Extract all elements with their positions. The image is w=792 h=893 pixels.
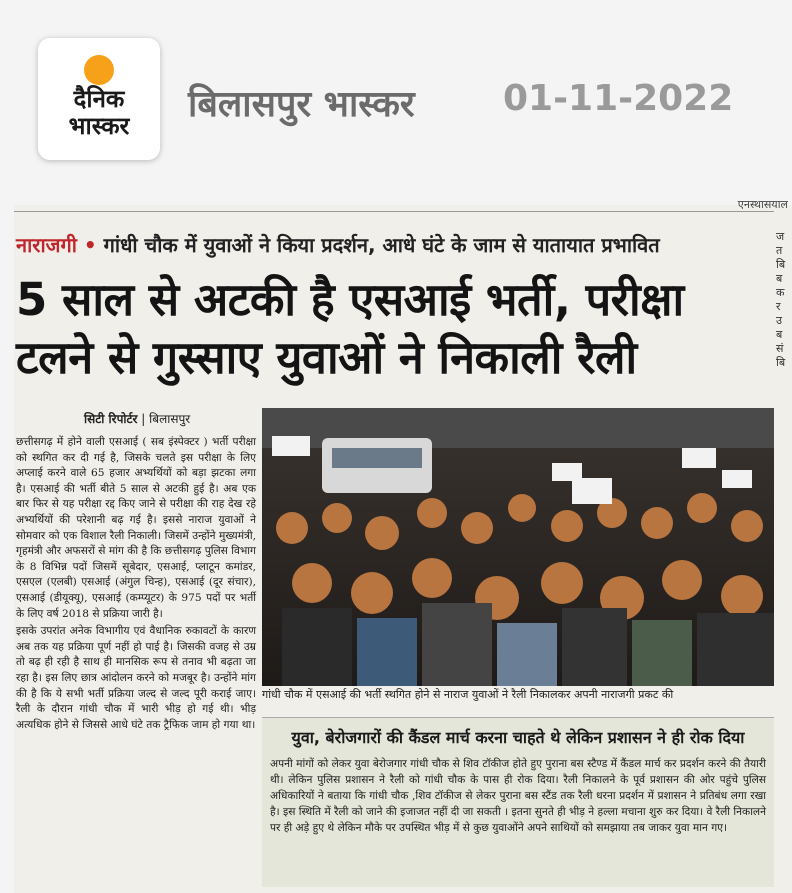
logo-line1: दैनिक: [73, 85, 125, 113]
rally-photo: [262, 408, 774, 686]
divider: [14, 211, 774, 212]
body-paragraph: इसके उपरांत अनेक विभागीय एवं वैधानिक रुकावटों के कारण अब तक यह प्रक्रिया पूर्ण नहीं हो पाई है। जिसकी वजह से उम्र तो बढ़ ही रही है साथ ही मानसिक रूप से तनाव भी बढ़ता जा रहा है। इस लिए छात्र आंदोलन करने को मजबूर है। उन्होंने मांग की है कि ये सभी भर्ती प्रक्रिया जल्द से जल्द पूरी कराई जाए। रैली के दौरान गांधी चौक में भारी भीड़ हो गई थी। भीड़ अत्यधिक होने से जिससे आधे घंटे तक ट्रैफिक जाम हो गया था।: [16, 625, 256, 731]
edition-date: 01-11-2022: [503, 78, 734, 119]
cropped-top-text: एनस्थासयाल: [737, 198, 788, 211]
sun-icon: [84, 55, 114, 85]
photo-caption: गांधी चौक में एसआई की भर्ती स्थगित होने से नाराज युवाओं ने रैली निकालकर अपनी नाराजगी प्रकट की: [262, 688, 674, 701]
byline-name: सिटी रिपोर्टर: [84, 412, 138, 426]
body-paragraph: छत्तीसगढ़ में होने वाली एसआई ( सब इंस्पेक्टर ) भर्ती परीक्षा को स्थगित कर दी गई है, जिसके चलते इस परीक्षा के लिए अप्लाई करने वाले 65 हजार अभ्यर्थियों को बड़ा झटका लगा है। एसआई की भर्ती बीते 5 साल से अटकी हुई है। अब एक बार फिर से यह परीक्षा रद्द किए जाने से परीक्षा की राह देख रहे अभ्यर्थियों की परेशानी बढ़ गई है। इससे नाराज युवाओं ने सोमवार को एक विशाल रैली निकाली। जिसमें उन्होंने मुख्यमंत्री, गृहमंत्री और अफसरों से मांग की है कि छत्तीसगढ़ पुलिस विभाग के 8 विभिन्न पदों जिसमें सूबेदार, एसआई, प्लाटून कमांडर, एसएल (एलबी) एसआई (अंगुल चिन्ह), एसआई (दूर संचार), एसआई (डीयूक्यू), एसआई (कम्प्यूटर) के 975 पदों पर भर्ती के लिए वर्ष 2018 से प्रक्रिया जारी है।: [16, 436, 256, 620]
logo-line2: भास्कर: [68, 112, 130, 140]
article-body: [16, 435, 256, 735]
kicker-label: नाराजगी •: [16, 233, 97, 257]
kicker-text: गांधी चौक में युवाओं ने किया प्रदर्शन, आधे घंटे के जाम से यातायात प्रभावित: [103, 233, 660, 257]
kicker: [16, 231, 660, 258]
dainik-bhaskar-logo[interactable]: [38, 38, 160, 160]
headline: 5 साल से अटकी है एसआई भर्ती, परीक्षा टलने से गुस्साए युवाओं ने निकाली रैली: [16, 273, 684, 384]
sub-story-body: अपनी मांगों को लेकर युवा बेरोजगार गांधी चौक से शिव टॉकीज होते हुए पुराना बस स्टैण्ड में कैंडल मार्च कर प्रदर्शन करने की तैयारी थी। लेकिन पुलिस प्रशासन ने रैली को गांधी चौक के पास ही रोक दिया। रैली निकालने के पूर्व प्रशासन की ओर पहुंचे पुलिस अधिकारियों ने बताया कि गांधी चौक ,शिव टॉकीज से लेकर पुराना बस स्टैंड तक रैली धरना प्रदर्शन में प्रशासन ने प्रतिबंध लगा रखा है। इस स्थिति में रैली को जाने की इजाजत नहीं दी जा सकती । इतना सुनते ही भीड़ ने हल्ला मचाना शुरु कर दिया। वे रैली निकालने पर ही अड़े हुए थे लेकिन मौके पर उपस्थित भीड़ में से कुछ युवाओंने अपने साथियों को समझाया तब जाकर युवा मान गए।: [270, 758, 766, 834]
byline-place: | बिलासपुर: [141, 412, 191, 426]
adjacent-column-cropped: ज त बि ब क र उ ब सं बि: [776, 230, 786, 369]
header: [0, 0, 792, 200]
edition-title: बिलासपुर भास्कर: [188, 84, 415, 125]
sub-story: [262, 717, 774, 887]
newspaper-clipping: [14, 198, 792, 893]
byline: [84, 410, 190, 427]
sub-headline: युवा, बेरोजगारों की कैंडल मार्च करना चाहते थे लेकिन प्रशासन ने ही रोक दिया: [291, 728, 745, 747]
